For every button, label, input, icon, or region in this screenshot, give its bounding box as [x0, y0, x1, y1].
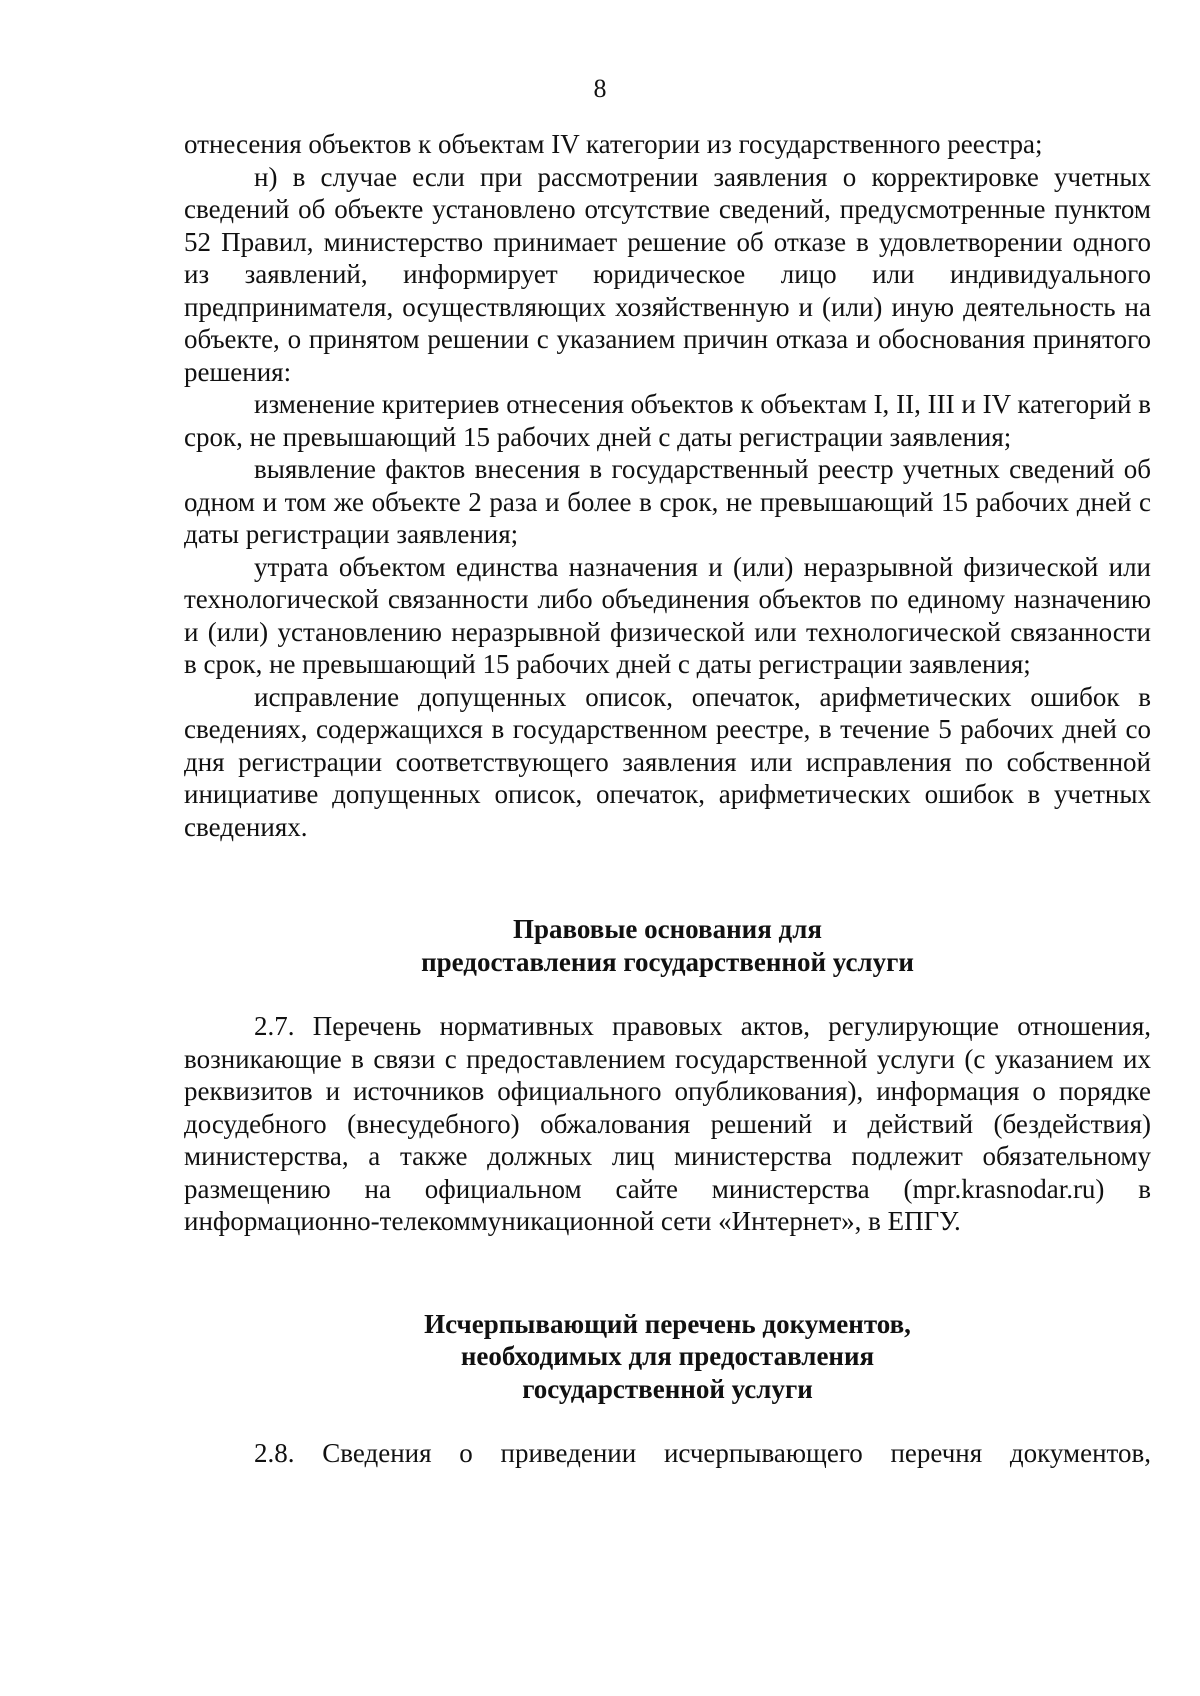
heading-legal-grounds-line2: предоставления государственной услуги	[421, 946, 914, 977]
heading-documents-list-line1: Исчерпывающий перечень документов,	[424, 1308, 911, 1339]
heading-documents-list	[184, 1308, 1151, 1406]
document-body	[184, 128, 1151, 1470]
heading-documents-list-line2: необходимых для предоставления	[460, 1341, 875, 1371]
paragraph-criteria-change: изменение критериев отнесения объектов к объектам I, II, III и IV категорий в срок, не превышающий 15 рабочих дней с даты регистрации заявления;	[184, 389, 1151, 452]
paragraph-typo-correction: исправление допущенных описок, опечаток, арифметических ошибок в сведениях, содержащихся в государственном реестре, в течение 5 рабочих дней со дня регистрации соответствующего заявления или исправления по собственной инициативе допущенных описок, опечаток, арифметических ошибок в учетных сведениях.	[184, 681, 1151, 842]
heading-documents-list-line3: государственной услуги	[522, 1373, 813, 1404]
paragraph-continuation: отнесения объектов к объектам IV категории из государственного реестра;	[184, 129, 1043, 159]
paragraph-2-8: 2.8. Сведения о приведении исчерпывающего перечня документов,	[254, 1438, 1151, 1468]
heading-legal-grounds	[184, 913, 1151, 978]
heading-legal-grounds-line1: Правовые основания для	[513, 914, 822, 944]
paragraph-duplicate-entries: выявление фактов внесения в государственный реестр учетных сведений об одном и том же объекте 2 раза и более в срок, не превышающий 15 рабочих дней с даты регистрации заявления;	[184, 454, 1151, 549]
page-number: 8	[593, 74, 607, 103]
paragraph-item-n: н) в случае если при рассмотрении заявления о корректировке учетных сведений об объекте установлено отсутствие сведений, предусмотренные пунктом 52 Правил, министерство принимает решение об отказе в удовлетворении одного из заявлений, информирует юридическое лицо или индивидуального предпринимателя, осуществляющих хозяйственную и (или) иную деятельность на объекте, о принятом решении с указанием причин отказа и обоснования принятого решения:	[184, 161, 1151, 387]
paragraph-unity-loss: утрата объектом единства назначения и (или) неразрывной физической или технологической связанности либо объединения объектов по единому назначению и (или) установлению неразрывной физической или технологической связанности в срок, не превышающий 15 рабочих дней с даты регистрации заявления;	[184, 551, 1151, 679]
paragraph-2-7: 2.7. Перечень нормативных правовых актов, регулирующие отношения, возникающие в связи с предоставлением государственной услуги (с указанием их реквизитов и источников официального опубликования), информация о порядке досудебного (внесудебного) обжалования решений и действий (бездействия) министерства, а также должных лиц министерства подлежит обязательному размещению на официальном сайте министерства (mpr.krasnodar.ru) в информационно-телекоммуникационной сети «Интернет», в ЕПГУ.	[184, 1011, 1151, 1236]
